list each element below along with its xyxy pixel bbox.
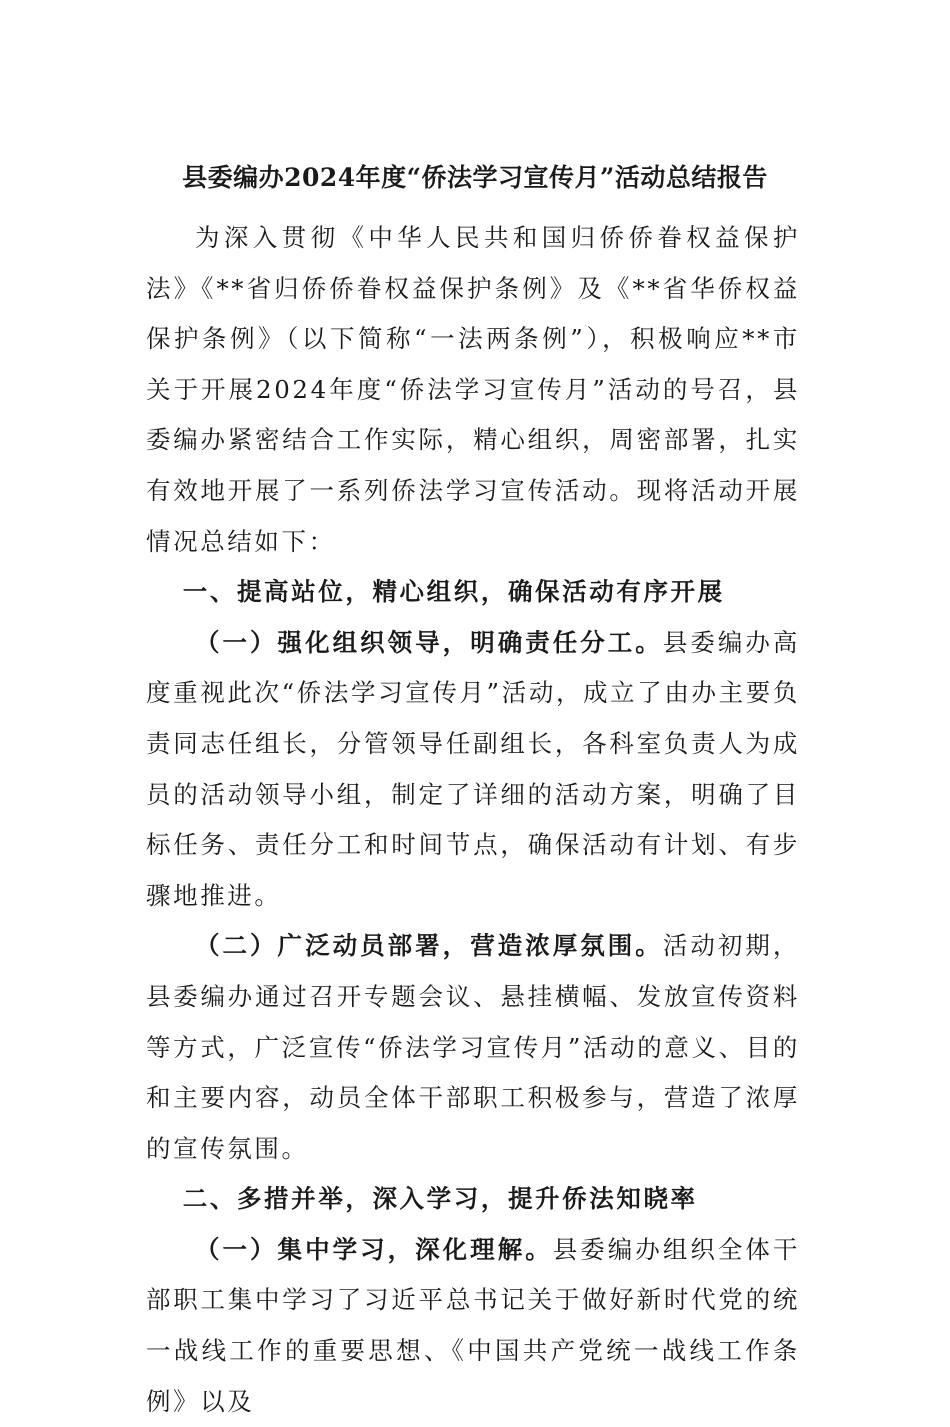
section-2-item-1-text: 县委编办组织全体干部职工集中学习了习近平总书记关于做好新时代党的统一战线工作的重要思想、《中国共产党统一战线工作条例》以及: [146, 1234, 800, 1416]
section-1-item-2-paragraph: [146, 921, 800, 1174]
section-1-item-1-text: 县委编办高度重视此次“侨法学习宣传月”活动，成立了由办主要负责同志任组长，分管领导任副组长，各科室负责人为成员的活动领导小组，制定了详细的活动方案，明确了目标任务、责任分工和时间节点，确保活动有计划、有步骤地推进。: [146, 627, 801, 910]
section-2-item-1-lead: （一）集中学习，深化理解。: [195, 1234, 553, 1264]
section-1-item-1-paragraph: [146, 618, 800, 922]
intro-paragraph: 为深入贯彻《中华人民共和国归侨侨眷权益保护法》《**省归侨侨眷权益保护条例》及《**省华侨权益保护条例》（以下简称“一法两条例”），积极响应**市关于开展2024年度“侨法学习宣传月”活动的号召，县委编办紧密结合工作实际，精心组织，周密部署，扎实有效地开展了一系列侨法学习宣传活动。现将活动开展情况总结如下：: [146, 223, 800, 556]
section-2-item-1-paragraph: [146, 1225, 800, 1427]
section-2-heading: 二、多措并举，深入学习，提升侨法知晓率: [182, 1184, 698, 1214]
section-1-heading: 一、提高站位，精心组织，确保活动有序开展: [182, 577, 725, 607]
document-body: [146, 213, 800, 1427]
document-title: 县委编办2024年度“侨法学习宣传月”活动总结报告: [182, 163, 768, 192]
section-1-item-2-lead: （二）广泛动员部署，营造浓厚氛围。: [195, 931, 663, 961]
section-1-item-1-lead: （一）强化组织领导，明确责任分工。: [195, 627, 663, 657]
section-1-item-2-text: 活动初期，县委编办通过召开专题会议、悬挂横幅、发放宣传资料等方式，广泛宣传“侨法学习宣传月”活动的意义、目的和主要内容，动员全体干部职工积极参与，营造了浓厚的宣传氛围。: [146, 931, 801, 1163]
